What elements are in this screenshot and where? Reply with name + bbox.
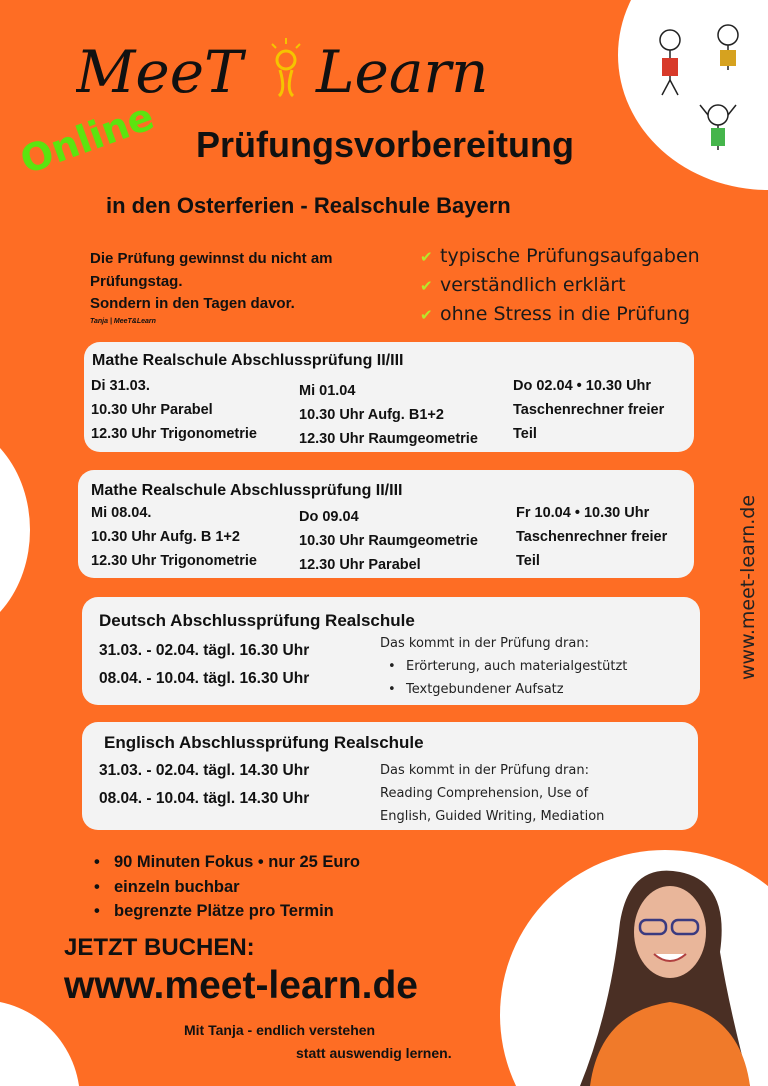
card-heading: Englisch Abschlussprüfung Realschule — [104, 733, 424, 752]
portrait-photo — [560, 862, 760, 1086]
kids-illustration — [650, 20, 760, 170]
schedule-slot: Taschenrechner freier — [516, 529, 668, 545]
quote-line: Prüfungstag. — [90, 272, 183, 290]
exam-content — [380, 759, 604, 828]
schedule-column — [299, 505, 478, 577]
check-icon: ✔ — [420, 277, 433, 295]
date-range-list — [99, 637, 309, 693]
quote-line: Sondern in den Tagen davor. — [90, 295, 295, 312]
schedule-column — [91, 374, 257, 446]
date-range: 08.04. - 10.04. tägl. 16.30 Uhr — [99, 670, 310, 687]
mathe-card-1 — [84, 342, 694, 452]
exam-content-intro: Das kommt in der Prüfung dran: — [380, 636, 589, 651]
schedule-slot: 12.30 Uhr Raumgeometrie — [299, 431, 478, 447]
exam-content-line: Reading Comprehension, Use of — [380, 786, 589, 801]
card-heading: Mathe Realschule Abschlussprüfung II/III — [92, 352, 404, 369]
schedule-slot: 12.30 Uhr Trigonometrie — [91, 553, 257, 569]
schedule-date: Mi 01.04 — [299, 383, 356, 399]
check-icon: ✔ — [420, 248, 433, 266]
schedule-slot: Teil — [516, 553, 540, 569]
page-subtitle: in den Osterferien - Realschule Bayern — [106, 193, 511, 218]
date-range: 31.03. - 02.04. tägl. 14.30 Uhr — [99, 762, 310, 779]
schedule-slot: 12.30 Uhr Parabel — [299, 557, 421, 573]
mathe-card-2 — [78, 470, 694, 578]
feature-item: • einzeln buchbar — [92, 875, 360, 900]
feature-item: • 90 Minuten Fokus • nur 25 Euro — [92, 850, 360, 875]
schedule-column — [513, 374, 664, 446]
schedule-date: Di 31.03. — [91, 378, 150, 394]
schedule-slot: 10.30 Uhr Aufg. B 1+2 — [91, 529, 240, 545]
schedule-column — [516, 501, 667, 573]
schedule-date: Mi 08.04. — [91, 505, 152, 521]
lightbulb-icon — [272, 38, 300, 96]
schedule-slot: Teil — [513, 426, 537, 442]
date-range: 08.04. - 10.04. tägl. 14.30 Uhr — [99, 790, 310, 807]
quote-line: Die Prüfung gewinnst du nicht am — [90, 250, 333, 267]
schedule-slot: 10.30 Uhr Parabel — [91, 402, 213, 418]
exam-content-line: English, Guided Writing, Mediation — [380, 809, 605, 824]
date-range: 31.03. - 02.04. tägl. 16.30 Uhr — [99, 642, 310, 659]
cta-heading: JETZT BUCHEN: — [64, 934, 255, 961]
check-icon: ✔ — [420, 306, 433, 324]
date-range-list — [99, 757, 309, 813]
schedule-slot: 12.30 Uhr Trigonometrie — [91, 426, 257, 442]
logo-text-left: MeeT — [76, 38, 243, 106]
exam-content — [380, 632, 627, 701]
decor-circle-bottom-left — [0, 1000, 80, 1086]
schedule-date: Do 02.04 • 10.30 Uhr — [513, 378, 652, 394]
online-label: Online — [14, 94, 160, 183]
benefit-item: ✔ verständlich erklärt — [420, 271, 700, 300]
logo-text-right: Learn — [316, 38, 489, 106]
tagline-line: statt auswendig lernen. — [296, 1045, 452, 1061]
exam-content-item: • Textgebundener Aufsatz — [380, 678, 627, 701]
schedule-date: Fr 10.04 • 10.30 Uhr — [516, 505, 650, 521]
decor-circle-left — [0, 420, 30, 640]
exam-content-item: • Erörterung, auch materialgestützt — [380, 655, 627, 678]
schedule-slot: 10.30 Uhr Raumgeometrie — [299, 533, 478, 549]
schedule-date: Do 09.04 — [299, 509, 359, 525]
feature-item: • begrenzte Plätze pro Termin — [92, 899, 360, 924]
card-heading: Deutsch Abschlussprüfung Realschule — [99, 611, 415, 630]
quote-author: Tanja | MeeT&Learn — [90, 318, 156, 325]
quote — [90, 248, 420, 316]
benefits-list — [420, 242, 700, 329]
benefit-item: ✔ ohne Stress in die Prüfung — [420, 300, 700, 329]
page-title: Prüfungsvorbereitung — [196, 124, 575, 165]
booking-link[interactable]: www.meet-learn.de — [64, 964, 418, 1007]
schedule-slot: 10.30 Uhr Aufg. B1+2 — [299, 407, 444, 423]
features-list — [92, 850, 360, 924]
schedule-slot: Taschenrechner freier — [513, 402, 665, 418]
side-website-link[interactable]: www.meet-learn.de — [737, 494, 759, 680]
exam-content-intro: Das kommt in der Prüfung dran: — [380, 763, 589, 778]
schedule-column — [91, 501, 257, 573]
schedule-column — [299, 379, 478, 451]
deutsch-card — [82, 597, 700, 705]
tagline-line: Mit Tanja - endlich verstehen — [184, 1022, 376, 1038]
card-heading: Mathe Realschule Abschlussprüfung II/III — [91, 482, 403, 499]
englisch-card — [82, 722, 698, 830]
benefit-item: ✔ typische Prüfungsaufgaben — [420, 242, 700, 271]
